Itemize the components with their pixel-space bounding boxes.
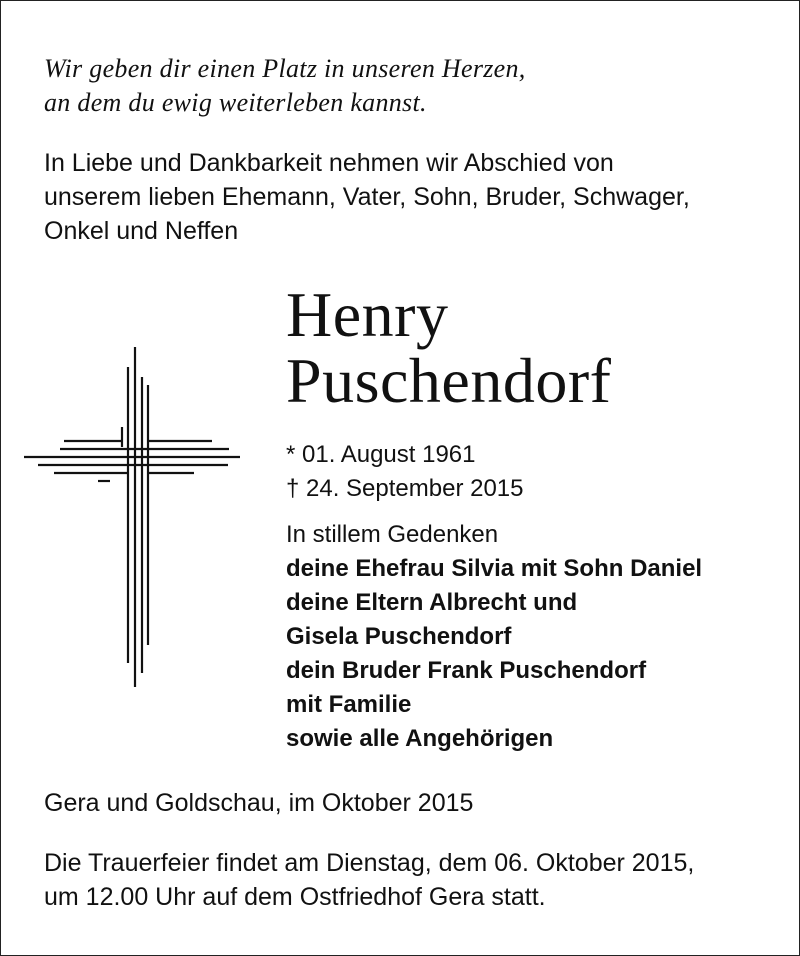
deceased-name <box>286 279 612 416</box>
funeral-line: Die Trauerfeier findet am Dienstag, dem 06. Oktober 2015, <box>44 849 695 877</box>
mourners-block <box>286 518 702 756</box>
place-date-text: Gera und Goldschau, im Oktober 2015 <box>44 789 474 817</box>
farewell-line: unserem lieben Ehemann, Vater, Sohn, Bruder, Schwager, <box>44 183 690 211</box>
quote-line: an dem du ewig weiterleben kannst. <box>44 88 427 117</box>
funeral-info <box>44 846 694 914</box>
cross-icon <box>24 345 254 690</box>
memorial-quote <box>44 52 526 120</box>
funeral-line: um 12.00 Uhr auf dem Ostfriedhof Gera statt. <box>44 883 546 911</box>
first-name: Henry <box>286 279 449 350</box>
life-dates <box>286 438 524 506</box>
birth-date: * 01. August 1961 <box>286 441 476 468</box>
mourner-line: dein Bruder Frank Puschendorf <box>286 657 647 684</box>
place-and-date <box>44 786 473 820</box>
farewell-line: Onkel und Neffen <box>44 217 239 245</box>
death-date: † 24. September 2015 <box>286 475 524 502</box>
farewell-text <box>44 146 690 248</box>
mourner-line: Gisela Puschendorf <box>286 623 512 650</box>
farewell-line: In Liebe und Dankbarkeit nehmen wir Abschied von <box>44 149 614 177</box>
quote-line: Wir geben dir einen Platz in unseren Herzen, <box>44 54 526 83</box>
last-name: Puschendorf <box>286 345 612 416</box>
mourner-line: deine Eltern Albrecht und <box>286 589 578 616</box>
mourner-line: mit Familie <box>286 691 412 718</box>
mourners-intro: In stillem Gedenken <box>286 521 499 548</box>
mourner-line: deine Ehefrau Silvia mit Sohn Daniel <box>286 555 703 582</box>
mourner-line: sowie alle Angehörigen <box>286 725 554 752</box>
